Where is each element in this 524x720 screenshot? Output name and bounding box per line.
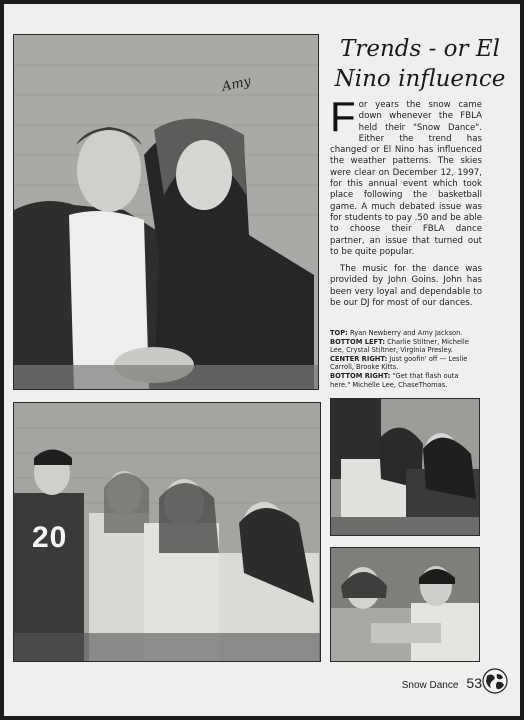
caption-bottom-right: BOTTOM RIGHT: "Get that flash outa here." Michelle Lee, ChaseThomas. xyxy=(330,371,459,389)
photo-signature: Amy xyxy=(220,74,253,95)
caption-top: TOP: Ryan Newberry and Amy Jackson. xyxy=(330,329,463,337)
photo-top-image xyxy=(14,35,318,389)
article-title xyxy=(330,34,510,94)
article-title-line2: Nino influence xyxy=(334,66,506,92)
photo-center-right-girls xyxy=(330,398,480,536)
photo-top-couple xyxy=(13,34,319,390)
photo-captions xyxy=(330,329,480,389)
article-paragraph-1-text: or years the snow came down whenever the FBLA held their "Snow Dance". Either the trend has changed or El Nino has influenced the weather patterns. The skies were clear on December 12, 1997, for this annual event which took place following the basketball game. A much debated issue was for students to pay .50 and be able to choose their FBLA dance partner, an issue that turned out to be quite popular. xyxy=(330,100,482,257)
section-name: Snow Dance xyxy=(401,680,459,691)
caption-center-right: CENTER RIGHT: Just goofin' off — Leslie Carroll, Brooke Kitts. xyxy=(330,354,468,372)
article-body xyxy=(330,93,482,315)
photo-bottom-left-group xyxy=(13,402,321,662)
page-footer xyxy=(402,675,482,691)
photo-bottom-right-image xyxy=(331,548,479,661)
yearbook-page xyxy=(4,4,520,716)
article-paragraph-2: The music for the dance was provided by John Goins. John has been very loyal and dependable to be our DJ for most of our dances. xyxy=(330,264,482,309)
article-paragraph-1 xyxy=(330,93,482,258)
article-title-line1: Trends - or El xyxy=(340,36,500,62)
drop-cap: F xyxy=(330,93,356,140)
caption-bottom-left: BOTTOM LEFT: Charlie Stiltner, Michelle Lee, Crystal Stiltner, Virginia Presley. xyxy=(330,337,469,355)
photo-bottom-right-couple xyxy=(330,547,480,662)
photo-center-right-image xyxy=(331,399,479,535)
jersey-number: 20 xyxy=(32,521,68,554)
globe-icon xyxy=(482,668,508,694)
page-number: 53 xyxy=(466,675,482,691)
